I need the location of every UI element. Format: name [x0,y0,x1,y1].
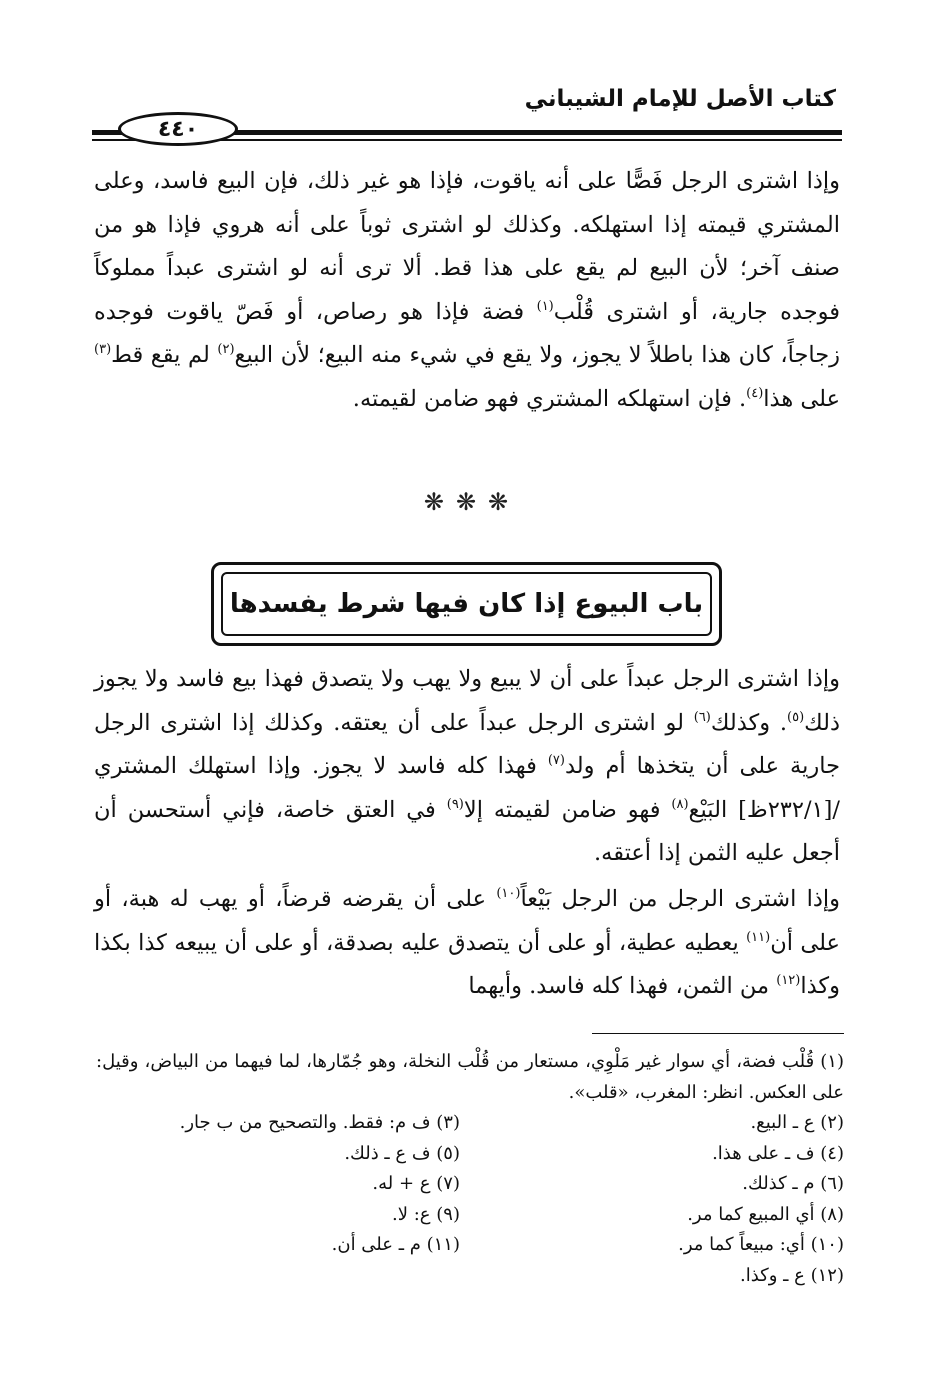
paragraph-1 [94,160,840,421]
paragraph-text: على أن يقرضه قرضاً، أو يهب له هبة، أو على أن [94,886,840,956]
footnote-11: (١١) م ـ على أن. [331,1234,460,1255]
page-number-badge: ٤٤٠ [118,112,238,146]
footnote-ref: (١) [536,298,554,314]
paragraph-text: فضة فإذا هو رصاص، أو فَصّ ياقوت فوجده زجاجاً، كان هذا باطلاً لا يجوز، ولا يقع في شيء منه البيع؛ لأن البيع [94,298,840,368]
paragraph-text: وإذا اشترى الرجل عبداً على أن لا يبيع ولا يهب ولا يتصدق فهذا بيع فاسد ولا يجوز ذلك [94,666,840,736]
footnote-ref: (٦) [693,709,711,725]
paragraph-text: فهو ضامن لقيمته إلا [463,796,672,823]
paragraph-text: وإذا اشترى الرجل فَصًّا على أنه ياقوت، فإذا هو غير ذلك، فإن البيع فاسد، وعلى المشتري قيمته إذا استهلكه. وكذلك لو اشترى ثوباً على أنه هروي فإذا هو من صنف آخر؛ لأن البيع لم يقع على هذا قط. ألا ترى أنه لو اشترى عبداً مملوكاً فوجده جارية، أو اشترى قُلْب [94,168,840,325]
footnote-10: (١٠) أي: مبيعاً كما مر. [678,1234,844,1255]
footnote-ref: (٩) [446,796,464,812]
paragraph-text: لو اشترى الرجل عبداً على أن يعتقه. وكذلك إذا اشترى الرجل جارية على أن يتخذها أم ولد [94,709,841,779]
paragraph-text: من الثمن، فهذا كله فاسد. وأيهما [468,973,777,999]
paragraph-text: فهذا كله فاسد لا يجوز. وإذا استهلك المشتري /[٢٣٢/١ظ] البَيْع [94,753,840,823]
footnote-6: (٦) م ـ كذلك. [742,1173,844,1194]
footnote-ref: (٢) [217,342,235,357]
paragraph-text: على هذا [763,385,840,412]
paragraph-text: في العتق خاصة، فإني أستحسن أن أجعل عليه الثمن إذا أعتقه. [94,796,840,866]
footnote-ref: (٥) [787,709,805,725]
footnote-8: (٨) أي المبيع كما مر. [687,1203,844,1225]
footnote-separator [592,1033,844,1034]
footnote-grid [96,1108,844,1291]
paragraph-text: . فإن استهلكه المشتري فهو ضامن لقيمته. [352,385,747,412]
paragraph-text: وإذا اشترى الرجل من الرجل بَيْعاً [520,886,840,912]
footnote-4: (٤) ف ـ على هذا. [712,1142,844,1164]
footnote-7: (٧) ع + له. [372,1173,460,1194]
paragraph-3 [94,878,840,1009]
footnote-5: (٥) ف ع ـ ذلك. [344,1142,460,1164]
footnote-3: (٣) ف م: فقط. والتصحيح من ب جار. [179,1112,460,1133]
footnote-ref: (١١) [746,929,771,945]
footnotes [96,1046,844,1291]
running-head-title: كتاب الأصل للإمام الشيباني [524,86,836,112]
paragraph-2 [94,658,840,876]
paragraph-text: . وكذلك [710,709,788,736]
chapter-heading-box [211,562,722,646]
footnote-ref: (٤) [746,385,764,401]
footnote-12: (١٢) ع ـ وكذا. [739,1264,844,1286]
footnote-ref: (١٢) [776,973,801,988]
footnote-ref: (٨) [671,796,689,812]
chapter-heading-inner-frame [221,572,712,636]
paragraph-text: يعطيه عطية، أو على أن يتصدق عليه بصدقة، أو على أن يبيعه كذا بكذا وكذا [94,929,840,999]
footnote-9: (٩) ع: لا. [392,1203,460,1225]
footnote-ref: (٣) [94,342,112,357]
section-separator: ❋❋❋ [423,488,521,516]
paragraph-text: لم يقع قط [111,342,218,368]
footnote-ref: (٧) [547,753,565,768]
footnote-2: (٢) ع ـ البيع. [750,1112,844,1133]
chapter-heading: باب البيوع إذا كان فيها شرط يفسدها [229,589,704,619]
footnote-ref: (١٠) [496,886,521,901]
footnote-1: (١) قُلْب فضة، أي سوار غير مَلْوِي، مستعار من قُلْب النخلة، وهو جُمّارها، لما فيهما من البياض، وقيل: على العكس. انظر: المغرب، «قلب». [96,1051,844,1103]
